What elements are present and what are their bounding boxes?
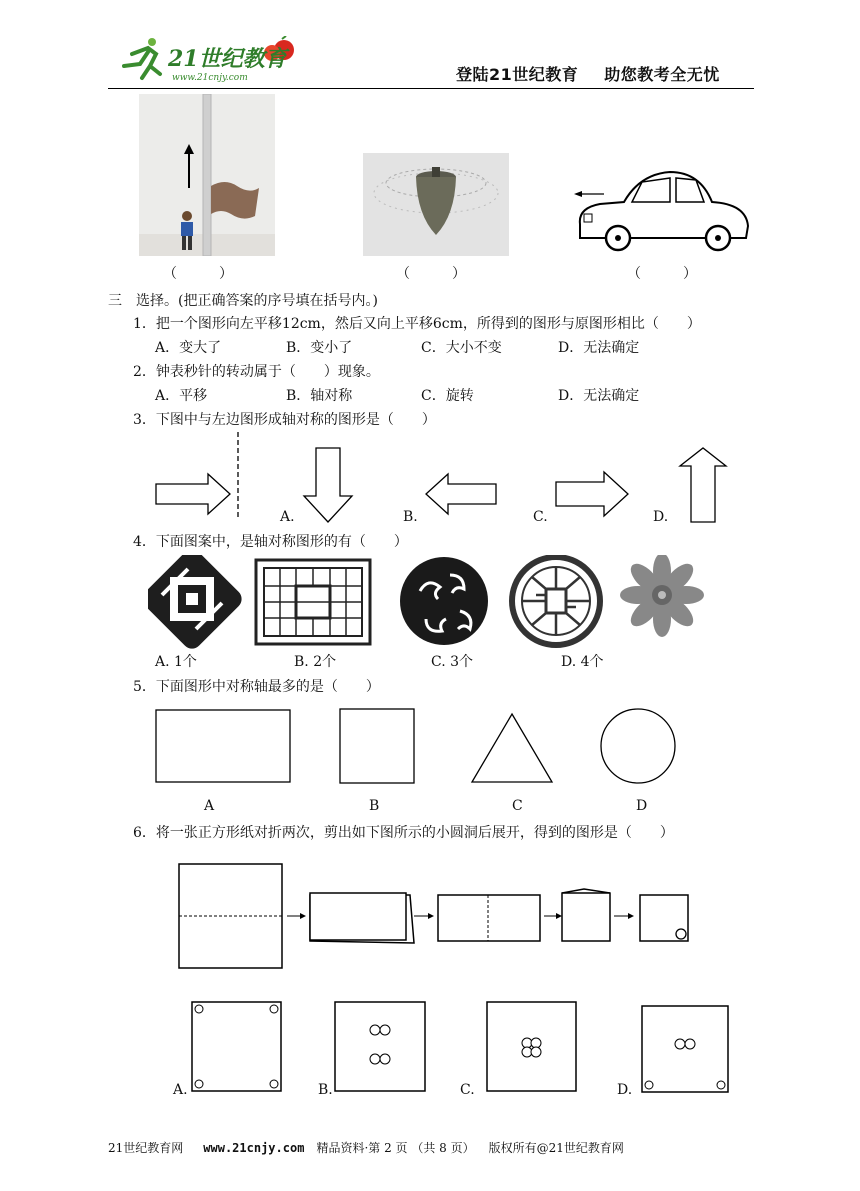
q2-option-d[interactable]: D．无法确定 [558,388,640,404]
car-image [570,168,758,254]
spinning-top-image [363,153,509,256]
header-divider [108,88,754,89]
logo-url: www.21cnjy.com [172,73,248,83]
question-4-stem: 4．下面图案中，是轴对称图形的有（ ） [133,534,408,550]
logo-text: 21世纪教育 [168,46,287,72]
q1-option-c[interactable]: C．大小不变 [421,340,502,356]
question-2-stem: 2．钟表秒针的转动属于（ ）现象。 [133,364,380,380]
q6-label-d[interactable]: D. [617,1082,633,1098]
q3-figures [150,430,740,526]
q2-option-c[interactable]: C．旋转 [421,388,474,404]
q4-option-b[interactable]: B. 2个 [294,654,337,670]
blank-3[interactable]: （ ） [627,266,697,282]
q4-option-c[interactable]: C. 3个 [431,654,474,670]
section-title: 三 选择。(把正确答案的序号填在括号内。) [108,293,378,309]
q4-patterns [148,555,708,650]
question-6-stem: 6．将一张正方形纸对折两次，剪出如下图所示的小圆洞后展开，得到的图形是（ ） [133,825,674,841]
q4-option-a[interactable]: A. 1个 [155,654,197,670]
q3-label-c[interactable]: C. [533,509,548,525]
q6-folding-steps [170,855,710,975]
q3-label-b[interactable]: B. [403,509,418,525]
q5-label-a[interactable]: A [204,798,215,814]
footer-copyright: 版权所有@21世纪教育网 [488,1141,624,1155]
q6-label-b[interactable]: B. [318,1082,333,1098]
q2-option-b[interactable]: B．轴对称 [286,388,353,404]
flag-raising-image [139,94,275,256]
footer-info: 精品资料·第 2 页 （共 8 页） [316,1141,475,1155]
blank-2[interactable]: （ ） [396,266,466,282]
footer-site: 21世纪教育网 [108,1141,184,1155]
q4-option-d[interactable]: D. 4个 [561,654,604,670]
question-1-stem: 1．把一个图形向左平移12cm，然后又向上平移6cm，所得到的图形与原图形相比（ ） [133,316,701,332]
q1-option-b[interactable]: B．变小了 [286,340,353,356]
q6-label-c[interactable]: C. [460,1082,475,1098]
logo [112,36,307,84]
question-3-stem: 3．下图中与左边图形成轴对称的图形是（ ） [133,412,436,428]
q5-label-c[interactable]: C [512,798,523,814]
blank-1[interactable]: （ ） [163,266,233,282]
q5-shapes [150,700,690,790]
q3-label-a[interactable]: A. [280,509,295,525]
slogan-right: 助您教考全无忧 [604,65,720,84]
question-5-stem: 5．下面图形中对称轴最多的是（ ） [133,679,380,695]
q3-label-d[interactable]: D. [653,509,669,525]
q1-option-d[interactable]: D．无法确定 [558,340,640,356]
slogan-left: 登陆21世纪教育 [456,65,579,84]
q6-label-a[interactable]: A. [173,1082,188,1098]
header-slogan [456,62,720,85]
q2-option-a[interactable]: A．平移 [155,388,208,404]
page-footer [108,1139,624,1156]
q1-option-a[interactable]: A．变大了 [155,340,222,356]
q5-label-d[interactable]: D [636,798,648,814]
q5-label-b[interactable]: B [369,798,380,814]
footer-url[interactable]: www.21cnjy.com [203,1141,305,1155]
